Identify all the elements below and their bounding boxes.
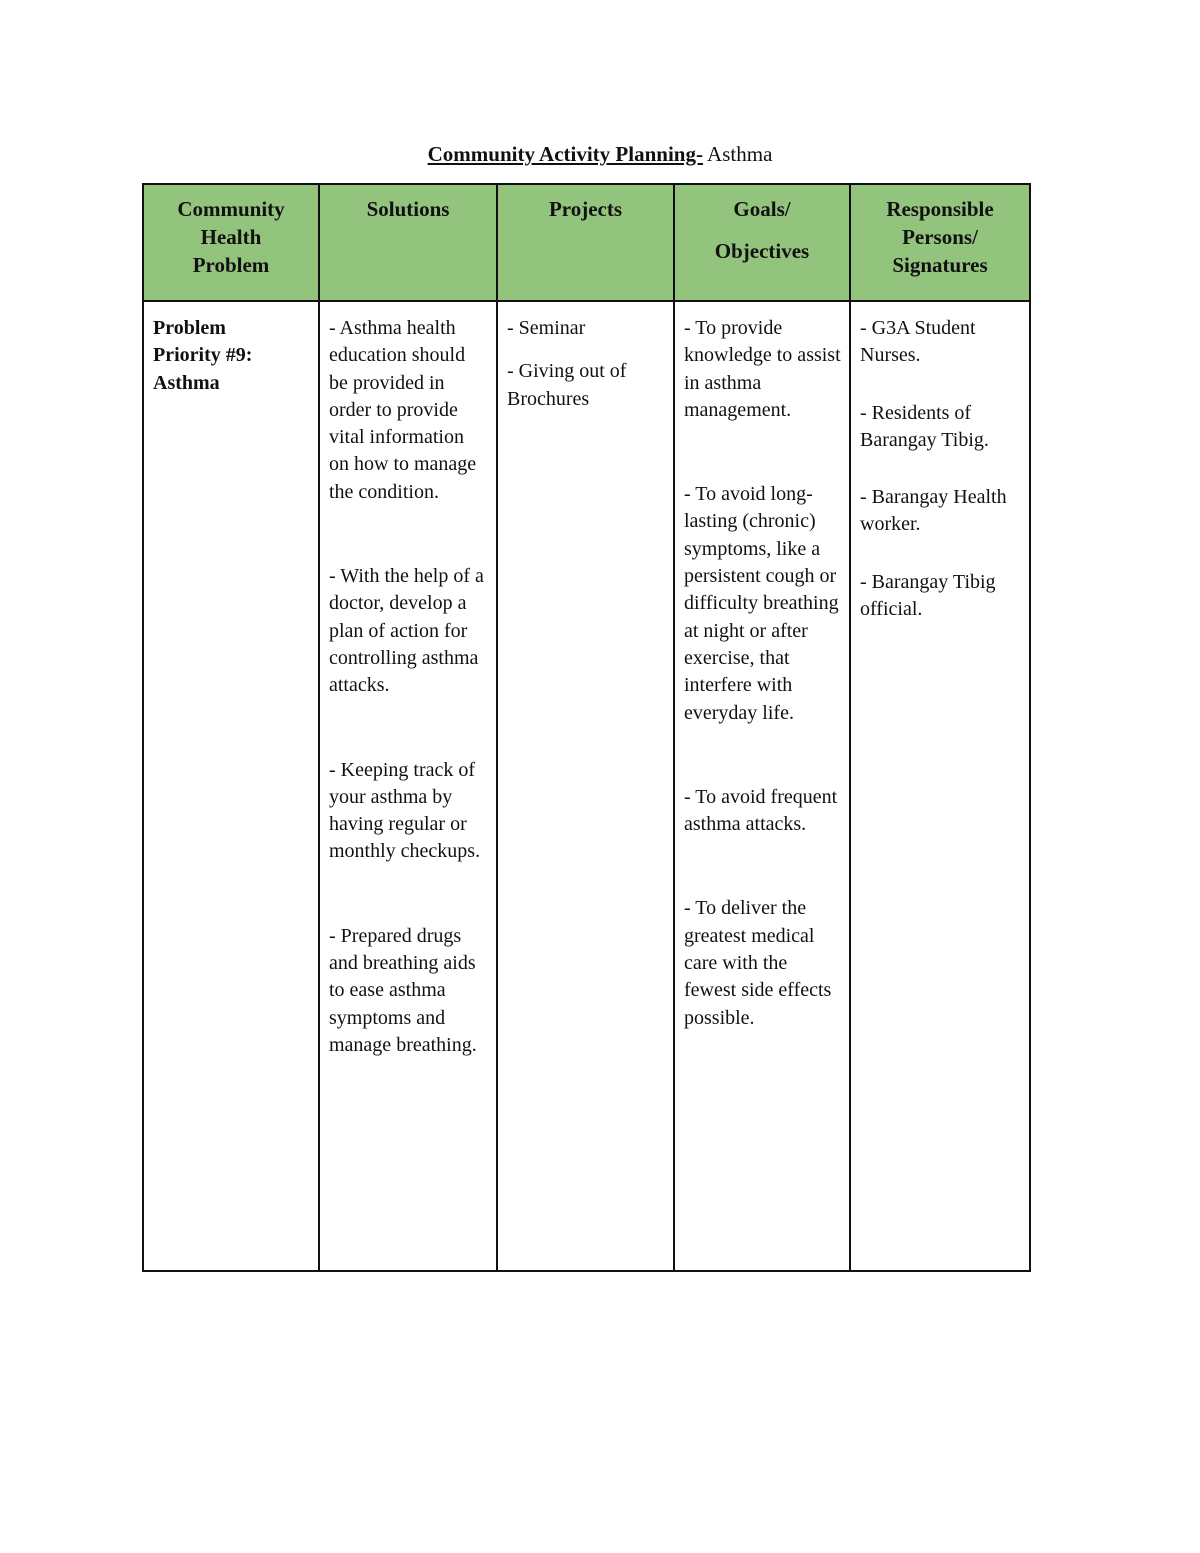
solution-item: - Keeping track of your asthma by having regular or monthly checkups.	[329, 758, 481, 863]
goal-item: - To provide knowledge to assist in asthma management.	[684, 317, 841, 421]
problem-cell: Problem Priority #9: Asthma	[143, 301, 319, 1271]
responsible-item: - G3A Student Nurses.	[860, 317, 976, 367]
solutions-cell	[319, 301, 497, 1271]
planning-table	[142, 183, 1031, 1272]
title-bold: Community Activity Planning-	[427, 142, 703, 166]
solution-item: - Asthma health education should be provided in order to provide vital information on how to manage the condition.	[329, 317, 477, 503]
project-item: - Giving out of Brochures	[507, 360, 627, 410]
table-row	[143, 301, 1030, 1271]
goal-item: - To avoid frequent asthma attacks.	[684, 785, 838, 836]
projects-cell	[497, 301, 674, 1271]
page-title	[0, 142, 1200, 167]
header-solutions: Solutions	[319, 184, 497, 301]
goal-item: - To avoid long-lasting (chronic) symptoms, like a persistent cough or difficulty breathing at night or after exercise, that interfere with everyday life.	[684, 483, 839, 724]
solution-item: - With the help of a doctor, develop a plan of action for controlling asthma attacks.	[329, 565, 484, 697]
solution-item: - Prepared drugs and breathing aids to ease asthma symptoms and manage breathing.	[329, 924, 477, 1056]
header-projects: Projects	[497, 184, 674, 301]
header-responsible: Responsible Persons/ Signatures	[850, 184, 1030, 301]
header-goals-line2: Objectives	[714, 239, 810, 263]
goal-item: - To deliver the greatest medical care with the fewest side effects possible.	[684, 897, 832, 1029]
responsible-cell	[850, 301, 1030, 1271]
responsible-item: - Barangay Tibig official.	[860, 570, 996, 621]
header-goals	[674, 184, 850, 301]
title-rest: Asthma	[702, 142, 773, 166]
header-row	[143, 184, 1030, 301]
project-item: - Seminar	[507, 317, 586, 339]
header-goals-line1: Goals/	[733, 197, 791, 221]
goals-cell	[674, 301, 850, 1271]
responsible-item: - Residents of Barangay Tibig.	[860, 401, 989, 451]
header-problem: Community Health Problem	[143, 184, 319, 301]
responsible-item: - Barangay Health worker.	[860, 486, 1007, 536]
